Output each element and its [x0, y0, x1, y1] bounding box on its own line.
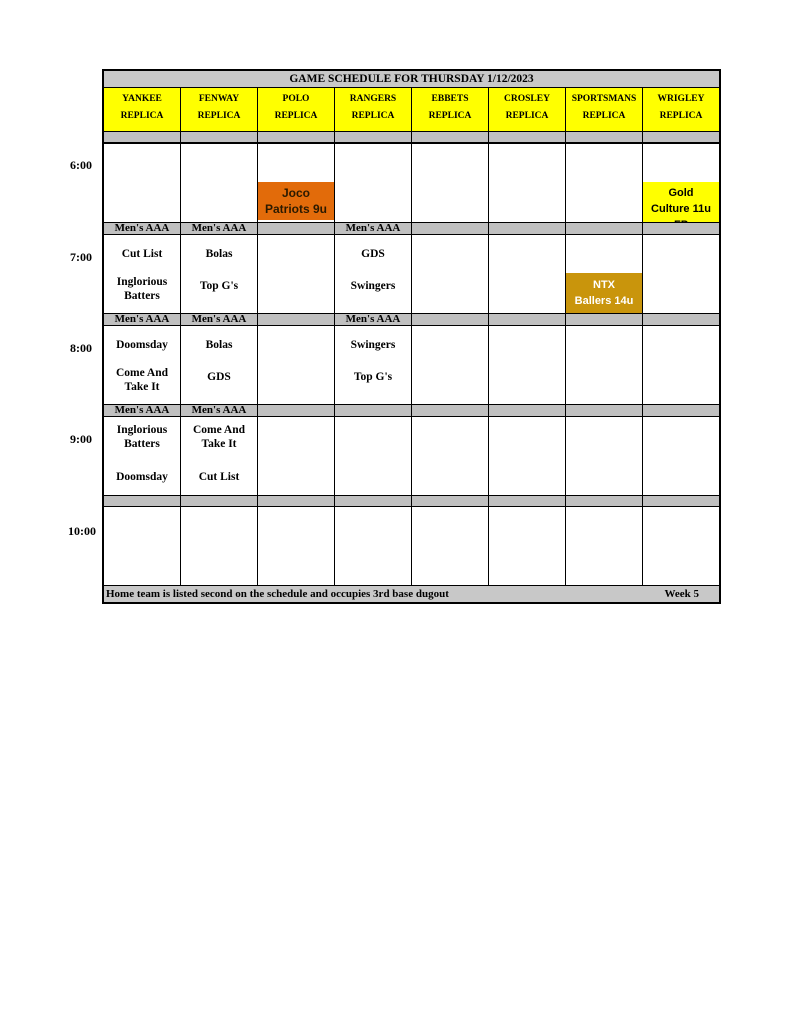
slot-row-7 — [104, 235, 719, 313]
slot-row-6 — [104, 143, 719, 222]
event-joco-patriots: Joco Patriots 9u — [258, 182, 334, 220]
game-team-home: Inglorious Batters — [116, 276, 168, 302]
cell-rangers-8 — [335, 326, 412, 404]
game-team-home: Top G's — [199, 280, 239, 292]
schedule-title: GAME SCHEDULE FOR THURSDAY 1/12/2023 — [104, 71, 719, 88]
separator-row — [104, 132, 719, 143]
cell-wrigley-6 — [643, 144, 719, 222]
slot-row-8 — [104, 326, 719, 404]
schedule-table — [102, 69, 721, 604]
field-header-polo: POLO REPLICA — [258, 88, 335, 131]
field-header-sportsmans: SPORTSMANS REPLICA — [566, 88, 643, 131]
cell-sportsmans-7 — [566, 235, 643, 313]
field-header-crosley: CROSLEY REPLICA — [489, 88, 566, 131]
time-label-9: 9:00 — [70, 432, 92, 446]
time-label-10: 10:00 — [68, 524, 96, 538]
time-label-7: 7:00 — [70, 250, 92, 264]
field-header-ebbets: EBBETS REPLICA — [412, 88, 489, 131]
game-team-home: Doomsday — [116, 471, 168, 483]
time-label-6: 6:00 — [70, 158, 92, 172]
cell-rangers-7 — [335, 235, 412, 313]
game-team-away: GDS — [361, 248, 385, 260]
slot-row-10 — [104, 507, 719, 585]
game-team-away: Inglorious Batters — [116, 424, 168, 450]
division-label-row-7: Men's AAA Men's AAA Men's AAA — [104, 222, 719, 235]
game-team-away: Bolas — [205, 339, 233, 351]
cell-fenway-9 — [181, 417, 258, 495]
game-team-away: Swingers — [350, 339, 396, 351]
field-header-rangers: RANGERS REPLICA — [335, 88, 412, 131]
field-header-row — [104, 88, 719, 132]
schedule-footer — [104, 585, 719, 602]
game-team-home: Cut List — [198, 471, 240, 483]
week-label: Week 5 — [664, 588, 699, 600]
game-team-away: Cut List — [121, 248, 163, 260]
cell-fenway-8 — [181, 326, 258, 404]
slot-row-9 — [104, 417, 719, 495]
cell-yankee-7 — [104, 235, 181, 313]
game-team-away: Doomsday — [116, 339, 168, 351]
field-header-yankee: YANKEE REPLICA — [104, 88, 181, 131]
cell-yankee-9 — [104, 417, 181, 495]
event-ntx-ballers: NTX Ballers 14u — [566, 273, 642, 313]
game-team-home: GDS — [207, 371, 231, 383]
game-team-away: Bolas — [205, 248, 233, 260]
field-header-fenway: FENWAY REPLICA — [181, 88, 258, 131]
game-team-home: Top G's — [353, 371, 393, 383]
game-team-away: Come And Take It — [192, 424, 246, 450]
home-team-note: Home team is listed second on the schedule and occupies 3rd base dugout — [106, 588, 449, 600]
time-label-8: 8:00 — [70, 341, 92, 355]
cell-polo-6 — [258, 144, 335, 222]
cell-yankee-8 — [104, 326, 181, 404]
cell-fenway-7 — [181, 235, 258, 313]
field-header-wrigley: WRIGLEY REPLICA — [643, 88, 719, 131]
division-label-row-9: Men's AAA Men's AAA — [104, 404, 719, 417]
game-team-home: Come And Take It — [115, 367, 169, 393]
event-gold-culture: Gold Culture 11u — [643, 182, 719, 222]
separator-row-10 — [104, 495, 719, 507]
game-team-home: Swingers — [350, 280, 396, 292]
division-label-row-8: Men's AAA Men's AAA Men's AAA — [104, 313, 719, 326]
